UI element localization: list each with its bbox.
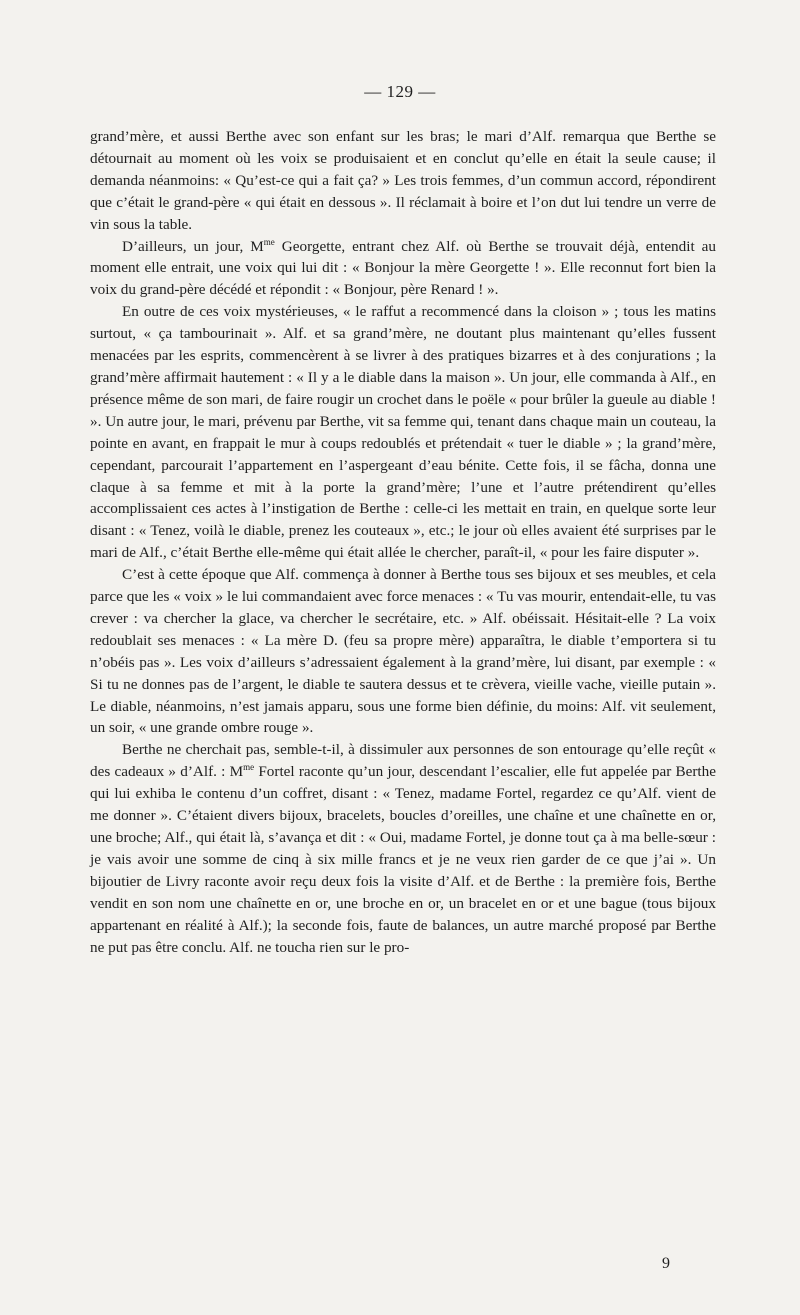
text-run: C’est à cette époque que Alf. commença à donner à Berthe tous ses bijoux et ses meubles, et cela parce que les « voix » le lui commandaient avec force menaces : « Tu vas mourir, entendait-elle, tu vas crever : va chercher la glace, va chercher le secrétaire, etc. » Alf. obéissait. Hésitait-elle ? La voix redoublait ses menaces : « La mère D. (feu sa propre mère) apparaîtra, le diable t’emportera si tu n’obéis pas ». Les voix d’ailleurs s’adressaient également à la grand’mère, lui disant, par exemple : « Si tu ne donnes pas de l’argent, le diable te sautera dessus et te crèvera, vieille vache, vieille putain ». Le diable, néanmoins, n’est jamais apparu, sous une forme bien définie, du moins: Alf. vit seulement, un soir, « une grande ombre rouge ». (90, 566, 716, 737)
body-text (90, 126, 716, 958)
text-run: Berthe ne cherchait pas, semble-t-il, à dissimuler aux personnes de son entourage qu’elle reçût « des cadeaux » d’Alf. : M (90, 741, 716, 781)
paragraph (90, 236, 716, 302)
signature-mark: 9 (662, 1255, 670, 1272)
paragraph (90, 301, 716, 564)
text-run: D’ailleurs, un jour, M (122, 237, 264, 255)
text-run: Georgette, entrant chez Alf. où Berthe se trouvait déjà, entendit au moment elle entrait, une voix qui lui dit : « Bonjour la mère Georgette ! ». Elle reconnut fort bien la voix du grand-père décédé et répondit : « Bonjour, père Renard ! ». (90, 237, 716, 299)
paragraph (90, 739, 716, 958)
page-number: — 129 — (364, 82, 436, 101)
superscript: me (263, 236, 275, 247)
text-run: En outre de ces voix mystérieuses, « le raffut a recommencé dans la cloison » ; tous les matins surtout, « ça tambourinait ». Alf. et sa grand’mère, ne doutant plus maintenant qu’elles fussent menacées par les esprits, commencèrent à se livrer à des pratiques bizarres et à des conjurations ; la grand’mère affirmait hautement : « Il y a le diable dans la maison ». Un jour, elle commanda à Alf., en présence même de son mari, de faire rougir un crochet dans le poële « pour brûler la gueule au diable ! ». Un autre jour, le mari, prévenu par Berthe, vit sa femme qui, tenant dans chaque main un couteau, la pointe en avant, en frappait le mur à coups redoublés et prétendait « tuer le diable » ; la grand’mère, cependant, parcourait l’appartement en l’aspergeant d’eau bénite. Cette fois, il se fâcha, donna une claque à sa femme et mit à la porte la grand’mère; l’une et l’autre prétendirent qu’elles accomplissaient ces actes à l’instigation de Berthe : celle-ci les mettait en train, en quelque sorte leur disant : « Tenez, voilà le diable, prenez les couteaux », etc.; le jour où elles avaient été surprises par le mari de Alf., c’était Berthe elle-même qui était allée le chercher, paraît-il, « pour les faire disputer ». (90, 303, 716, 562)
paragraph (90, 126, 716, 236)
text-run: Fortel raconte qu’un jour, descendant l’escalier, elle fut appelée par Berthe qui lui exhiba le contenu d’un coffret, disant : « Tenez, madame Fortel, regardez ce qu’Alf. vient de me donner ». C’étaient divers bijoux, bracelets, boucles d’oreilles, une chaîne et une chaînette en or, une broche; Alf., qui était là, s’avança et dit : « Oui, madame Fortel, je donne tout ça à ma belle-sœur : je vais avoir une somme de cinq à six mille francs et je ne veux rien garder de ce que j’ai ». Un bijoutier de Livry raconte avoir reçu deux fois la visite d’Alf. et de Berthe : la première fois, Berthe vendit en son nom une chaînette en or, une broche en or, un bracelet en or et une bague (tous bijoux appartenant en réalité à Alf.); la seconde fois, faute de balances, un autre marché proposé par Berthe ne put pas être conclu. Alf. ne toucha rien sur le pro- (90, 763, 716, 956)
superscript: me (243, 762, 255, 773)
paragraph (90, 564, 716, 739)
text-run: grand’mère, et aussi Berthe avec son enfant sur les bras; le mari d’Alf. remarqua que Berthe se détournait au moment où les voix se produisaient et en conclut qu’elle en était la seule cause; il demanda néanmoins: « Qu’est-ce qui a fait ça? » Les trois femmes, d’un commun accord, répondirent que c’était le grand-père « qui était en dessous ». Il réclamait à boire et l’on dut lui tendre un verre de vin sous la table. (90, 128, 716, 233)
